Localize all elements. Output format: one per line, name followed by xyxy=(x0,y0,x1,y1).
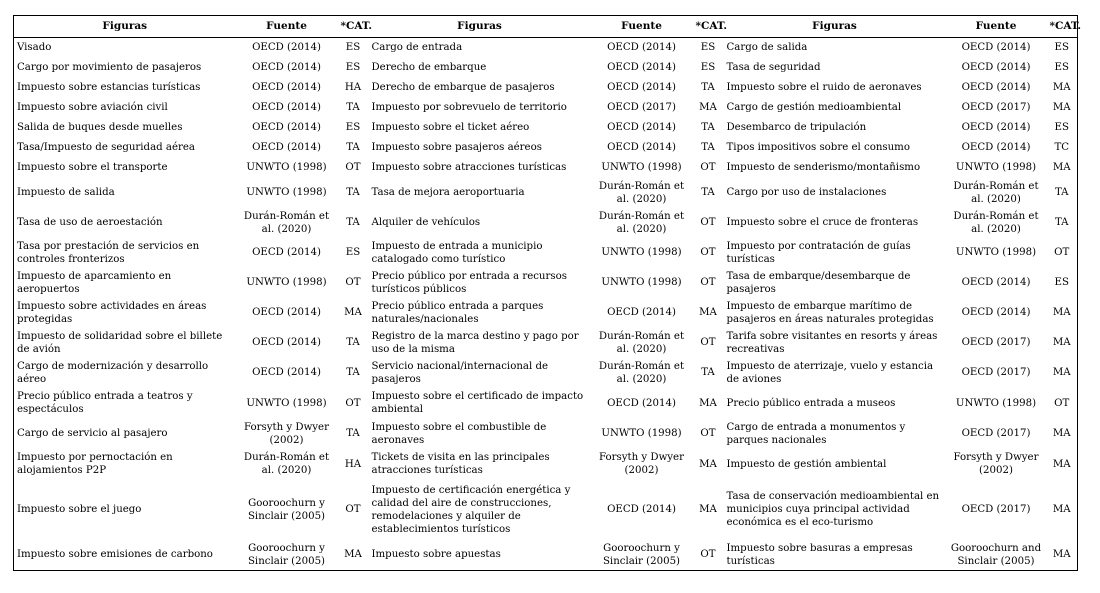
header-row xyxy=(14,16,1078,38)
fuente-cell: Gooroochurn and Sinclair (2005) xyxy=(946,540,1047,571)
fuente-cell: OECD (2014) xyxy=(607,82,676,93)
figura-cell: Impuesto sobre estancias turísticas xyxy=(17,82,201,93)
figura-cell: Salida de buques desde muelles xyxy=(17,122,183,133)
figura-cell: Impuesto sobre pasajeros aéreos xyxy=(371,142,542,153)
figura-cell: Derecho de embarque de pasajeros xyxy=(371,82,555,93)
table-row xyxy=(14,388,1078,419)
figura-cell: Impuesto sobre el ticket aéreo xyxy=(371,122,530,133)
figura-cell: Precio público entrada a teatros y espectáculos xyxy=(17,391,193,415)
figura-cell: Tasa/Impuesto de seguridad aérea xyxy=(17,142,195,153)
fuente-cell: Durán-Román et al. (2020) xyxy=(598,330,685,355)
cat-cell: OT xyxy=(345,397,361,409)
fuente-cell: OECD (2014) xyxy=(252,82,321,93)
cat-cell: TC xyxy=(1054,142,1070,153)
cat-cell: OT xyxy=(1054,397,1070,409)
figura-cell: Derecho de embarque xyxy=(371,62,487,73)
table-row xyxy=(14,358,1078,388)
figura-cell: Impuesto de solidaridad sobre el billete de avión xyxy=(17,330,223,355)
figura-cell: Tasa de conservación medioambiental en municipios cuya principal actividad económica es el eco-turismo xyxy=(726,491,940,528)
table-row xyxy=(14,118,1078,138)
figura-cell: Cargo de servicio al pasajero xyxy=(17,428,168,439)
cat-cell: MA xyxy=(1052,428,1071,439)
fuente-cell: OECD (2014) xyxy=(607,122,676,133)
cat-cell: ES xyxy=(1054,122,1069,133)
fuente-cell: OECD (2014) xyxy=(252,42,321,54)
header-fuente-1: Fuente xyxy=(236,16,338,38)
figura-cell: Impuesto de embarque marítimo de pasajeros en áreas naturales protegidas xyxy=(726,300,934,325)
cat-cell: OT xyxy=(345,162,361,173)
header-fuente-3: Fuente xyxy=(946,16,1047,38)
cat-cell: MA xyxy=(699,397,717,409)
fuente-cell: OECD (2014) xyxy=(961,142,1031,153)
table-row xyxy=(14,158,1078,178)
fuente-cell: OECD (2014) xyxy=(252,337,321,348)
fuente-cell: OECD (2014) xyxy=(252,307,321,318)
fuente-cell: OECD (2017) xyxy=(607,102,676,113)
cat-cell: TA xyxy=(701,122,715,133)
fuente-cell: Durán-Román et al. (2020) xyxy=(953,210,1039,235)
cat-cell: MA xyxy=(1052,504,1071,515)
figura-cell: Impuesto sobre emisiones de carbono xyxy=(14,540,236,571)
cat-cell: MA xyxy=(1052,82,1071,93)
fuente-cell: UNWTO (1998) xyxy=(601,428,682,439)
fuente-cell: UNWTO (1998) xyxy=(246,397,327,409)
fuente-cell: Gooroochurn y Sinclair (2005) xyxy=(591,540,693,571)
cat-cell: MA xyxy=(1052,162,1071,173)
fuente-cell: OECD (2014) xyxy=(961,62,1031,73)
figura-cell: Impuesto sobre el transporte xyxy=(17,162,168,173)
fuente-cell: OECD (2014) xyxy=(607,307,676,318)
cat-cell: MA xyxy=(699,102,717,113)
cat-cell: OT xyxy=(345,277,361,288)
table-row xyxy=(14,138,1078,158)
figura-cell: Impuesto sobre el combustible de aeronaves xyxy=(371,421,547,446)
cat-cell: ES xyxy=(345,62,361,73)
fuente-cell: OECD (2014) xyxy=(252,247,321,258)
fuente-cell: Durán-Román et al. (2020) xyxy=(243,210,330,235)
figura-cell: Servicio nacional/internacional de pasajeros xyxy=(371,360,549,385)
cat-cell: ES xyxy=(700,62,716,73)
figura-cell: Impuesto de entrada a municipio catalogado como turístico xyxy=(371,240,543,265)
figura-cell: Impuesto sobre el juego xyxy=(17,504,142,515)
fuente-cell: OECD (2014) xyxy=(252,62,321,73)
table-row xyxy=(14,78,1078,98)
cat-cell: TA xyxy=(701,142,715,153)
cat-cell: MA xyxy=(344,307,362,318)
header-fuente-2: Fuente xyxy=(591,16,693,38)
fuente-cell: Forsyth y Dwyer (2002) xyxy=(953,452,1039,476)
figura-cell: Visado xyxy=(17,42,52,54)
cat-cell: MA xyxy=(1052,367,1071,378)
cat-cell: OT xyxy=(700,247,716,258)
figura-cell: Impuesto sobre apuestas xyxy=(369,540,591,571)
cat-cell: OT xyxy=(345,504,361,515)
table-row xyxy=(14,328,1078,358)
table-row xyxy=(14,449,1078,480)
header-figuras-1: Figuras xyxy=(14,16,236,38)
header-figuras-3: Figuras xyxy=(724,16,946,38)
figura-cell: Tasa de uso de aeroestación xyxy=(17,217,163,228)
cat-cell: OT xyxy=(700,217,716,228)
cat-cell: MA xyxy=(1047,540,1078,571)
figura-cell: Cargo de salida xyxy=(726,42,808,54)
table-row xyxy=(14,298,1078,328)
cat-cell: MA xyxy=(1052,458,1071,470)
cat-cell: OT xyxy=(700,428,716,439)
fuente-cell: Forsyth y Dwyer (2002) xyxy=(244,421,329,446)
fuente-cell: Gooroochurn y Sinclair (2005) xyxy=(236,540,338,571)
fuente-cell: OECD (2014) xyxy=(607,504,676,515)
table-row xyxy=(14,419,1078,449)
fuente-cell: UNWTO (1998) xyxy=(955,397,1037,409)
table-row xyxy=(14,208,1078,238)
fuente-cell: UNWTO (1998) xyxy=(246,162,327,173)
fuente-cell: OECD (2014) xyxy=(961,277,1031,288)
figura-cell: Impuesto de gestión ambiental xyxy=(726,458,887,470)
cat-cell: TA xyxy=(346,367,360,378)
figura-cell: Tickets de visita en las principales atracciones turísticas xyxy=(371,452,550,476)
fuente-cell: OECD (2014) xyxy=(607,62,676,73)
figura-cell: Tasa por prestación de servicios en controles fronterizos xyxy=(17,240,200,265)
cat-cell: TA xyxy=(346,102,360,113)
fuente-cell: OECD (2014) xyxy=(252,122,321,133)
cat-cell: TA xyxy=(1054,187,1069,198)
table-row xyxy=(14,268,1078,298)
figura-cell: Cargo de modernización y desarrollo aéreo xyxy=(17,360,209,385)
figura-cell: Cargo de entrada a monumentos y parques nacionales xyxy=(726,421,906,446)
cat-cell: MA xyxy=(699,504,717,515)
cat-cell: ES xyxy=(345,122,361,133)
table-body xyxy=(14,38,1078,571)
cat-cell: ES xyxy=(1054,42,1069,54)
figura-cell: Precio público por entrada a recursos turísticos públicos xyxy=(371,270,567,295)
cat-cell: HA xyxy=(344,458,362,470)
figura-cell: Impuesto sobre aviación civil xyxy=(17,102,168,113)
figura-cell: Impuesto sobre actividades en áreas protegidas xyxy=(17,300,207,325)
header-figuras-2: Figuras xyxy=(369,16,591,38)
fuente-cell: UNWTO (1998) xyxy=(955,162,1037,173)
cat-cell: ES xyxy=(700,42,716,54)
fuente-cell: Durán-Román et al. (2020) xyxy=(598,210,685,235)
fuente-cell: OECD (2014) xyxy=(961,307,1031,318)
figura-cell: Precio público entrada a museos xyxy=(726,397,896,409)
fuente-cell: UNWTO (1998) xyxy=(601,162,682,173)
fuente-cell: OECD (2017) xyxy=(961,367,1031,378)
figura-cell: Impuesto por sobrevuelo de territorio xyxy=(371,102,567,113)
figura-cell: Tipos impositivos sobre el consumo xyxy=(726,142,910,153)
cat-cell: OT xyxy=(693,540,724,571)
fuente-cell: OECD (2014) xyxy=(252,142,321,153)
fuente-cell: OECD (2014) xyxy=(607,42,676,54)
cat-cell: TA xyxy=(346,337,360,348)
fuente-cell: OECD (2017) xyxy=(961,337,1031,348)
fuente-cell: OECD (2014) xyxy=(961,42,1031,54)
fuente-cell: UNWTO (1998) xyxy=(246,277,327,288)
cat-cell: TA xyxy=(346,217,360,228)
cat-cell: OT xyxy=(1054,247,1070,258)
figura-cell: Tasa de embarque/desembarque de pasajeros xyxy=(726,270,911,295)
fuente-cell: Durán-Román et al. (2020) xyxy=(598,360,685,385)
figura-cell: Impuesto sobre el ruido de aeronaves xyxy=(726,82,922,93)
fuente-cell: Forsyth y Dwyer (2002) xyxy=(599,452,684,476)
fuente-cell: OECD (2014) xyxy=(607,397,676,409)
figura-cell: Tarifa sobre visitantes en resorts y áreas recreativas xyxy=(726,330,938,355)
fuente-cell: OECD (2014) xyxy=(252,367,321,378)
table-row xyxy=(14,98,1078,118)
fuente-cell: UNWTO (1998) xyxy=(955,247,1037,258)
fuente-cell: OECD (2017) xyxy=(961,428,1031,439)
figura-cell: Impuesto de senderismo/montañismo xyxy=(726,162,921,173)
figura-cell: Cargo por movimiento de pasajeros xyxy=(17,62,202,73)
figura-cell: Impuesto sobre el certificado de impacto ambiental xyxy=(371,391,584,415)
figura-cell: Cargo por uso de instalaciones xyxy=(726,187,887,198)
figura-cell: Cargo de entrada xyxy=(371,42,463,54)
tax-table-container xyxy=(13,15,1082,571)
header-cat-2: *CAT. xyxy=(693,16,724,38)
fuente-cell: OECD (2014) xyxy=(252,102,321,113)
cat-cell: OT xyxy=(700,162,716,173)
fuente-cell: OECD (2017) xyxy=(961,504,1031,515)
figura-cell: Impuesto por pernoctación en alojamientos P2P xyxy=(17,452,173,476)
cat-cell: TA xyxy=(346,187,360,198)
fuente-cell: Durán-Román et al. (2020) xyxy=(598,180,685,205)
figura-cell: Cargo de gestión medioambiental xyxy=(726,102,902,113)
table-row xyxy=(14,238,1078,268)
figura-cell: Impuesto sobre el cruce de fronteras xyxy=(726,217,919,228)
figura-cell: Impuesto de aterrizaje, vuelo y estancia de aviones xyxy=(726,360,934,385)
tax-figures-table xyxy=(13,15,1082,571)
cat-cell: TA xyxy=(346,428,360,439)
cat-cell: ES xyxy=(345,247,361,258)
header-cat-1: *CAT. xyxy=(338,16,369,38)
figura-cell: Tasa de mejora aeroportuaria xyxy=(371,187,525,198)
fuente-cell: Durán-Román et al. (2020) xyxy=(953,180,1039,205)
fuente-cell: OECD (2014) xyxy=(607,142,676,153)
figura-cell: Precio público entrada a parques naturales/nacionales xyxy=(371,300,544,325)
figura-cell: Registro de la marca destino y pago por uso de la misma xyxy=(371,330,579,355)
fuente-cell: UNWTO (1998) xyxy=(601,277,682,288)
cat-cell: ES xyxy=(1054,62,1069,73)
fuente-cell: OECD (2014) xyxy=(961,122,1031,133)
cat-cell: TA xyxy=(701,187,715,198)
fuente-cell: OECD (2014) xyxy=(961,82,1031,93)
table-row xyxy=(14,58,1078,78)
cat-cell: ES xyxy=(345,42,361,54)
table-row xyxy=(14,38,1078,58)
cat-cell: MA xyxy=(1052,337,1071,348)
cat-cell: TA xyxy=(701,367,715,378)
figura-cell: Impuesto sobre basuras a empresas turísticas xyxy=(724,540,946,571)
header-cat-3: *CAT. xyxy=(1047,16,1078,38)
cat-cell: ES xyxy=(1054,277,1069,288)
cat-cell: OT xyxy=(700,277,716,288)
figura-cell: Impuesto de aparcamiento en aeropuertos xyxy=(17,270,172,295)
cat-cell: MA xyxy=(1052,307,1071,318)
table-row xyxy=(14,178,1078,208)
figura-cell: Impuesto por contratación de guías turísticas xyxy=(726,240,911,265)
cat-cell: MA xyxy=(699,458,717,470)
cat-cell: MA xyxy=(699,307,717,318)
figura-cell: Tasa de seguridad xyxy=(726,62,821,73)
cat-cell: MA xyxy=(1052,102,1071,113)
cat-cell: OT xyxy=(700,337,716,348)
cat-cell: MA xyxy=(338,540,369,571)
fuente-cell: UNWTO (1998) xyxy=(246,187,327,198)
table-row xyxy=(14,540,1078,571)
fuente-cell: OECD (2017) xyxy=(961,102,1031,113)
figura-cell: Alquiler de vehículos xyxy=(371,217,481,228)
fuente-cell: Gooroochurn y Sinclair (2005) xyxy=(247,497,326,522)
fuente-cell: UNWTO (1998) xyxy=(601,247,682,258)
fuente-cell: Durán-Román et al. (2020) xyxy=(243,452,330,476)
cat-cell: TA xyxy=(1054,217,1069,228)
figura-cell: Impuesto sobre atracciones turísticas xyxy=(371,162,567,173)
cat-cell: TA xyxy=(346,142,360,153)
figura-cell: Impuesto de salida xyxy=(17,187,115,198)
figura-cell: Impuesto de certificación energética y calidad del aire de construcciones, remodelaciones y alquiler de establecimientos turísticos xyxy=(371,484,571,535)
figura-cell: Desembarco de tripulación xyxy=(726,122,867,133)
table-row xyxy=(14,480,1078,540)
cat-cell: HA xyxy=(344,82,362,93)
cat-cell: TA xyxy=(701,82,715,93)
